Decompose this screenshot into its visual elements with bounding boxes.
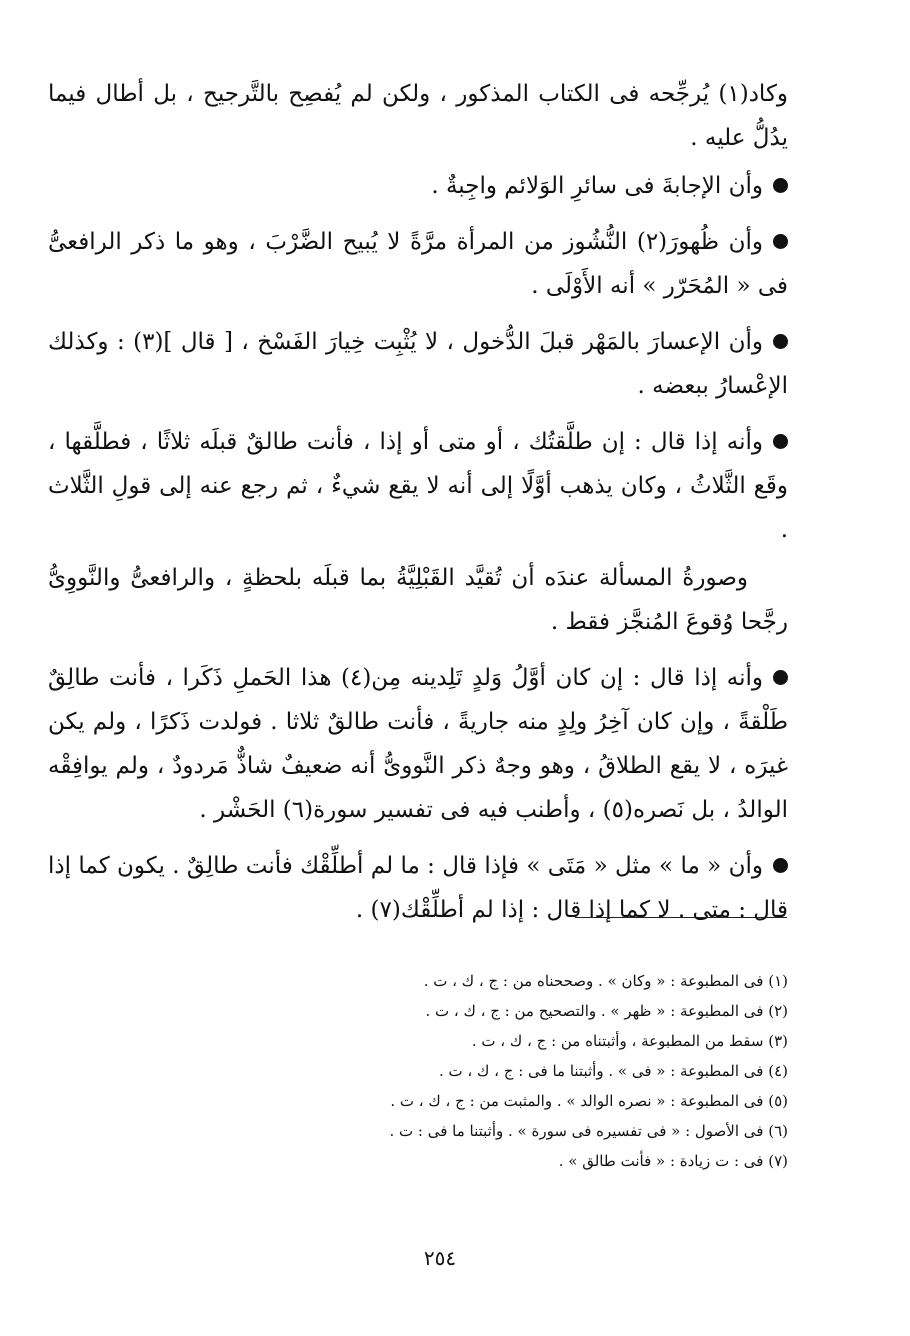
paragraph-2: [48, 164, 788, 208]
paragraph-7-text: وأنه إذا قال : إن كان أوَّلُ وَلدٍ تَلِدينه مِن(٤) هذا الحَملِ ذَكَرا ، فأنت طالِقٌ طَلْقةً ، وإن كان آخِرُ ولِدٍ منه جاريةً ، فأنت طالقٌ ثلاثا . فولدت ذَكرًا ، ولم يكن غيرَه ، لا يقع الطلاقُ ، وهو وجهٌ ذكر النَّووىُّ أنه ضعيفٌ شاذٌّ مَردودٌ ، ولم يوافِقْه الوالدُ ، بل نَصره(٥) ، وأطنب فيه فى تفسير سورة(٦) الحَشْر .: [48, 665, 788, 823]
paragraph-1-text: وكاد(١) يُرجِّحه فى الكتاب المذكور ، ولكن لم يُفصِح بالتَّرجيح ، بل أطال فيما يدُلُّ عليه .: [48, 81, 788, 151]
paragraph-8: [48, 844, 788, 932]
paragraph-6: [48, 556, 788, 644]
bullet-icon: [773, 858, 788, 873]
bullet-icon: [773, 234, 788, 249]
paragraph-6-text: وصورةُ المسألة عندَه أن تُقيَّد القَبْلِيَّةُ بما قبلَه بلحظةٍ ، والرافعىُّ والنَّووِىُّ رجَّحا وُقوعَ المُنجَّز فقط .: [48, 565, 788, 635]
footnote-3: (٣) سقط من المطبوعة ، وأثبتناه من : ج ، ك ، ت .: [471, 1032, 788, 1050]
bullet-icon: [773, 434, 788, 449]
footnote-2: (٢) فى المطبوعة : « ظهر » . والتصحيح من : ج ، ك ، ت .: [425, 1002, 788, 1020]
main-text: [48, 72, 788, 944]
paragraph-4: [48, 320, 788, 408]
page-number: ٢٥٤: [423, 1246, 457, 1270]
bullet-icon: [773, 670, 788, 685]
paragraph-5: [48, 420, 788, 552]
paragraph-5-text: وأنه إذا قال : إن طلَّقتُك ، أو متى أو إذا ، فأنت طالقٌ قبلَه ثلاثًا ، فطلَّقها ، وقَع الثَّلاثُ ، وكان يذهب أوَّلًا إلى أنه لا يقع شيءٌ ، ثم رجع عنه إلى قولِ الثَّلاث .: [48, 429, 788, 543]
footnote-7: (٧) فى : ت زيادة : « فأنت طالق » .: [558, 1152, 788, 1170]
footnote-1: (١) فى المطبوعة : « وكان » . وصححناه من : ج ، ك ، ت .: [423, 972, 788, 990]
paragraph-2-text: وأن الإجابةَ فى سائرِ الوَلائم واجِبةٌ .: [431, 173, 763, 199]
footnote-6: (٦) فى الأصول : « فى تفسيره فى سورة » . وأثبتنا ما فى : ت .: [389, 1122, 788, 1140]
paragraph-3-text: وأن ظُهورَ(٢) النُّشُوز من المرأة مرَّةً لا يُبيح الضَّرْبَ ، وهو ما ذكر الرافعىُّ فى « المُحَرّر » أنه الأَوْلَى .: [48, 229, 788, 299]
bullet-icon: [773, 178, 788, 193]
bullet-icon: [773, 334, 788, 349]
paragraph-7: [48, 656, 788, 832]
footnote-4: (٤) فى المطبوعة : « فى » . وأثبتنا ما فى : ج ، ك ، ت .: [438, 1062, 788, 1080]
paragraph-8-text: وأن « ما » مثل « مَتَى » فإذا قال : ما لم أطلِّقْك فأنت طالِقٌ . يكون كما إذا قال : متى . لا كما إذا قال : إذا لم أطلِّقْك(٧) .: [48, 853, 788, 923]
paragraph-3: [48, 220, 788, 308]
footnote-5: (٥) فى المطبوعة : « نصره الوالد » . والمثبت من : ج ، ك ، ت .: [390, 1092, 788, 1110]
paragraph-4-text: وأن الإعسارَ بالمَهْر قبلَ الدُّخول ، لا يُثْبِت خِيارَ الفَسْخ ، [ قال ](٣) : وكذلك الإعْسارُ ببعضه .: [48, 329, 788, 399]
footnotes: [280, 966, 788, 1176]
paragraph-1: [48, 72, 788, 160]
footnote-divider: [575, 917, 787, 918]
